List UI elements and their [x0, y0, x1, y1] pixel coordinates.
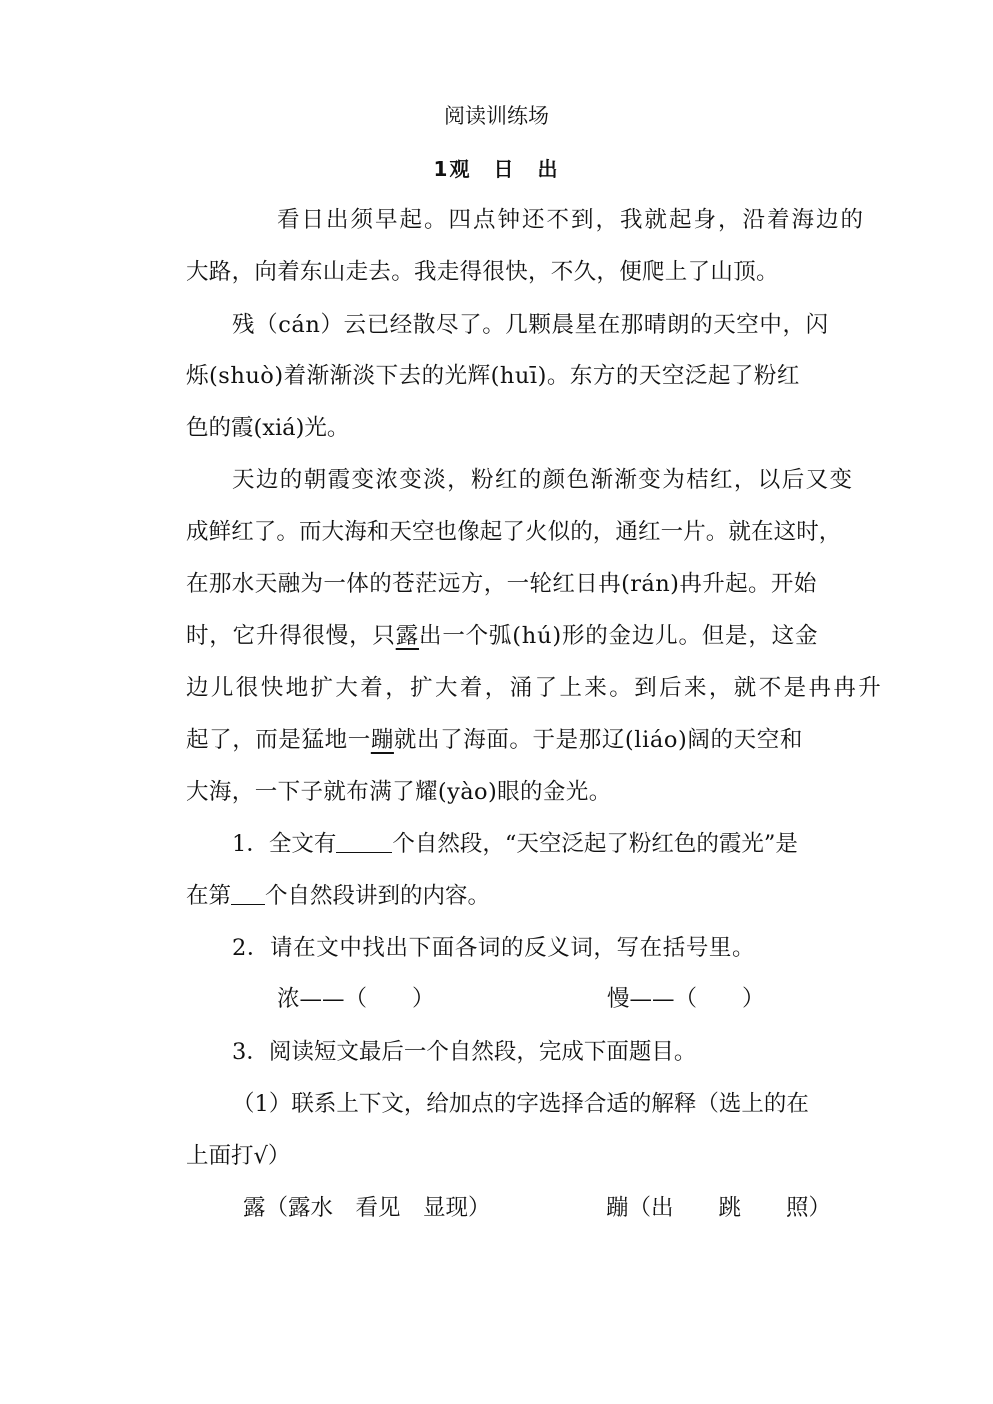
question-1-text-d: 个自然段讲到的内容。 — [265, 883, 491, 909]
answer-blank-paragraph-count[interactable] — [336, 830, 392, 853]
antonym-item-man[interactable]: 慢——（ ） — [607, 986, 765, 1012]
paragraph-3-line-6-text-b: 就出了海面。于是那辽(liáo)阔的天空和 — [393, 727, 803, 753]
choice-group-lu[interactable]: 露（露水 看见 显现） — [243, 1195, 491, 1221]
question-1-line-1 — [232, 829, 912, 859]
paragraph-2-line-1: 残（cán）云已经散尽了。几颗晨星在那晴朗的天空中，闪 — [232, 312, 829, 338]
paragraph-3-line-1: 天边的朝霞变浓变淡，粉红的颜色渐渐变为桔红，以后又变 — [232, 467, 854, 493]
question-3-1-line-2: 上面打√） — [186, 1143, 291, 1169]
question-3-1-line-1: （1）联系上下文，给加点的字选择合适的解释（选上的在 — [232, 1091, 809, 1117]
answer-blank-paragraph-number[interactable] — [231, 882, 265, 905]
lesson-number: 1 — [433, 157, 450, 181]
paragraph-3-line-6 — [186, 725, 866, 755]
lesson-title-char-3: 出 — [537, 157, 560, 181]
paragraph-2-line-2: 烁(shuò)着渐渐淡下去的光辉(huī)。东方的天空泛起了粉红 — [186, 363, 800, 389]
section-title: 阅读训练场 — [444, 104, 549, 128]
lesson-title-char-1: 观 — [449, 157, 472, 181]
question-1-text-b: 个自然段，“天空泛起了粉红色的霞光”是 — [392, 831, 798, 857]
paragraph-1-line-2: 大路，向着东山走去。我走得很快，不久，便爬上了山顶。 — [186, 259, 779, 285]
paragraph-3-line-7: 大海，一下子就布满了耀(yào)眼的金光。 — [186, 779, 612, 805]
lesson-title — [0, 154, 993, 184]
paragraph-3-line-4-text-b: 出一个弧(hú)形的金边儿。但是，这金 — [419, 623, 819, 649]
choice-group-beng[interactable]: 蹦（出 跳 照） — [606, 1195, 832, 1221]
underlined-word-beng: 蹦 — [370, 727, 394, 753]
paragraph-3-line-2: 成鲜红了。而大海和天空也像起了火似的，通红一片。就在这时， — [186, 519, 842, 545]
lesson-title-char-2: 日 — [493, 157, 516, 181]
question-3: 3．阅读短文最后一个自然段，完成下面题目。 — [232, 1039, 697, 1065]
question-2: 2．请在文中找出下面各词的反义词，写在括号里。 — [232, 935, 756, 961]
paragraph-3-line-3: 在那水天融为一体的苍茫远方，一轮红日冉(rán)冉升起。开始 — [186, 571, 817, 597]
paragraph-3-line-4-text-a: 时，它升得很慢，只 — [186, 623, 396, 649]
paragraph-1-line-1: 看日出须早起。四点钟还不到，我就起身，沿着海边的 — [277, 207, 866, 233]
question-1-text-c: 在第 — [186, 883, 232, 909]
underlined-word-lu: 露 — [395, 623, 420, 649]
paragraph-3-line-6-text-a: 起了，而是猛地一 — [186, 727, 371, 753]
paragraph-2-line-3: 色的霞(xiá)光。 — [186, 415, 350, 441]
paragraph-3-line-4 — [186, 621, 866, 651]
antonym-item-nong[interactable]: 浓——（ ） — [277, 986, 435, 1012]
question-1-text-a: 1．全文有 — [232, 831, 337, 857]
question-1-line-2 — [186, 881, 866, 911]
paragraph-3-line-5: 边儿很快地扩大着，扩大着，涌了上来。到后来，就不是冉冉升 — [186, 675, 884, 701]
